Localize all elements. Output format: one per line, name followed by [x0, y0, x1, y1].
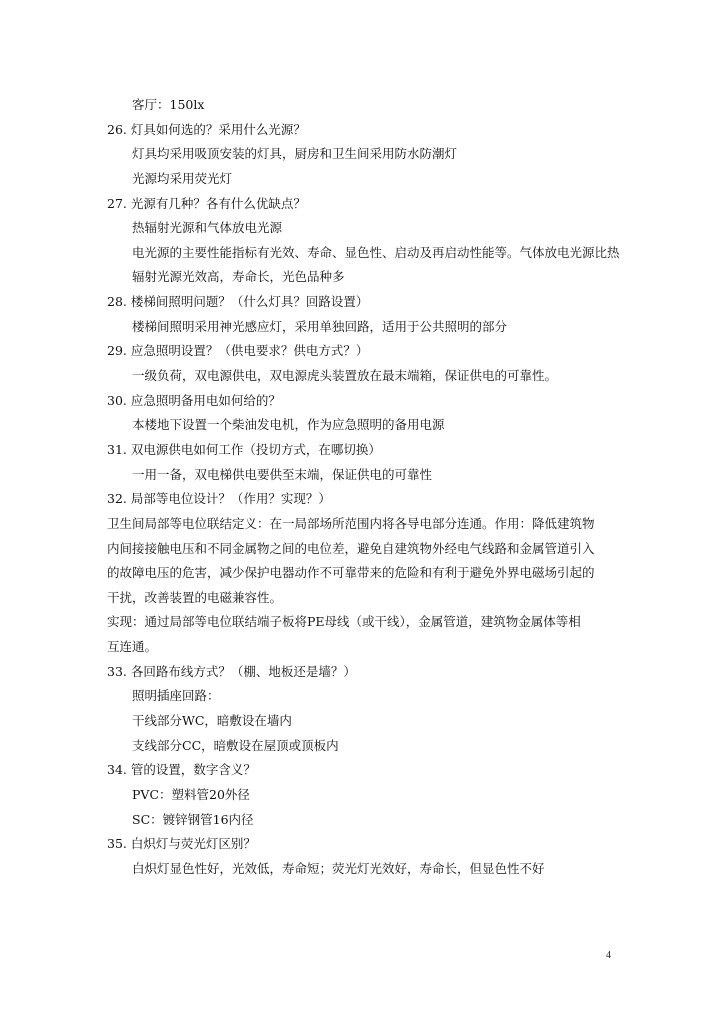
question-line: 27. 光源有几种？各有什么优缺点？ — [107, 195, 306, 211]
question-line: 34. 管的设置，数字含义？ — [107, 762, 256, 778]
answer-line: 客厅：150lx — [132, 97, 205, 112]
paragraph-line: 干扰，改善装置的电磁兼容性。 — [107, 589, 283, 605]
page-number: 4 — [606, 950, 611, 961]
answer-line: SC：镀锌钢管16内径 — [132, 811, 254, 827]
question-line: 35. 白炽灯与荧光灯区别？ — [107, 836, 256, 852]
answer-line: 支线部分CC，暗敷设在屋顶或顶板内 — [132, 737, 339, 753]
paragraph-line: 卫生间局部等电位联结定义：在一局部场所范围内将各导电部分连通。作用：降低建筑物 — [107, 515, 595, 531]
answer-line: 热辐射光源和气体放电光源 — [132, 220, 283, 236]
answer-line: 光源均采用荧光灯 — [132, 170, 233, 186]
answer-line: 电光源的主要性能指标有光效、寿命、显色性、启动及再启动性能等。气体放电光源比热 — [132, 244, 620, 260]
answer-line: 照明插座回路： — [132, 688, 220, 704]
answer-line: 白炽灯显色性好，光效低，寿命短；荧光灯光效好，寿命长，但显色性不好 — [132, 860, 545, 876]
answer-line: 干线部分WC，暗敷设在墙内 — [132, 713, 292, 729]
question-line: 32. 局部等电位设计？（作用？实现？） — [107, 491, 331, 507]
answer-line: 楼梯间照明采用神光感应灯，采用单独回路，适用于公共照明的部分 — [132, 318, 508, 334]
question-line: 28. 楼梯间照明问题？（什么灯具？回路设置） — [107, 294, 369, 310]
question-line: 31. 双电源供电如何工作（投切方式，在哪切换） — [107, 441, 381, 457]
answer-line: 本楼地下设置一个柴油发电机，作为应急照明的备用电源 — [132, 417, 445, 433]
question-line: 26. 灯具如何选的？采用什么光源？ — [107, 121, 306, 137]
answer-line: 一级负荷，双电源供电，双电源虎头装置放在最末端箱，保证供电的可靠性。 — [132, 368, 558, 384]
question-line: 30. 应急照明备用电如何给的？ — [107, 392, 281, 408]
paragraph-line: 的故障电压的危害，减少保护电器动作不可靠带来的危险和有利于避免外界电磁场引起的 — [107, 565, 595, 581]
paragraph-line: 实现：通过局部等电位联结端子板将PE母线（或干线），金属管道，建筑物金属体等相 — [107, 614, 581, 630]
question-line: 29. 应急照明设置？（供电要求？供电方式？） — [107, 343, 369, 359]
answer-line: PVC：塑料管20外径 — [132, 786, 250, 802]
document-body — [107, 93, 627, 882]
paragraph-line: 内间接接触电压和不同金属物之间的电位差，避免自建筑物外经电气线路和金属管道引入 — [107, 540, 595, 556]
question-line: 33. 各回路布线方式？（棚、地板还是墙？） — [107, 663, 356, 679]
answer-line: 一用一备，双电梯供电要供至末端，保证供电的可靠性 — [132, 466, 433, 482]
answer-line: 灯具均采用吸顶安装的灯具，厨房和卫生间采用防水防潮灯 — [132, 146, 458, 162]
answer-line: 辐射光源光效高，寿命长，光色品种多 — [132, 269, 345, 285]
paragraph-line: 互连通。 — [107, 639, 158, 655]
